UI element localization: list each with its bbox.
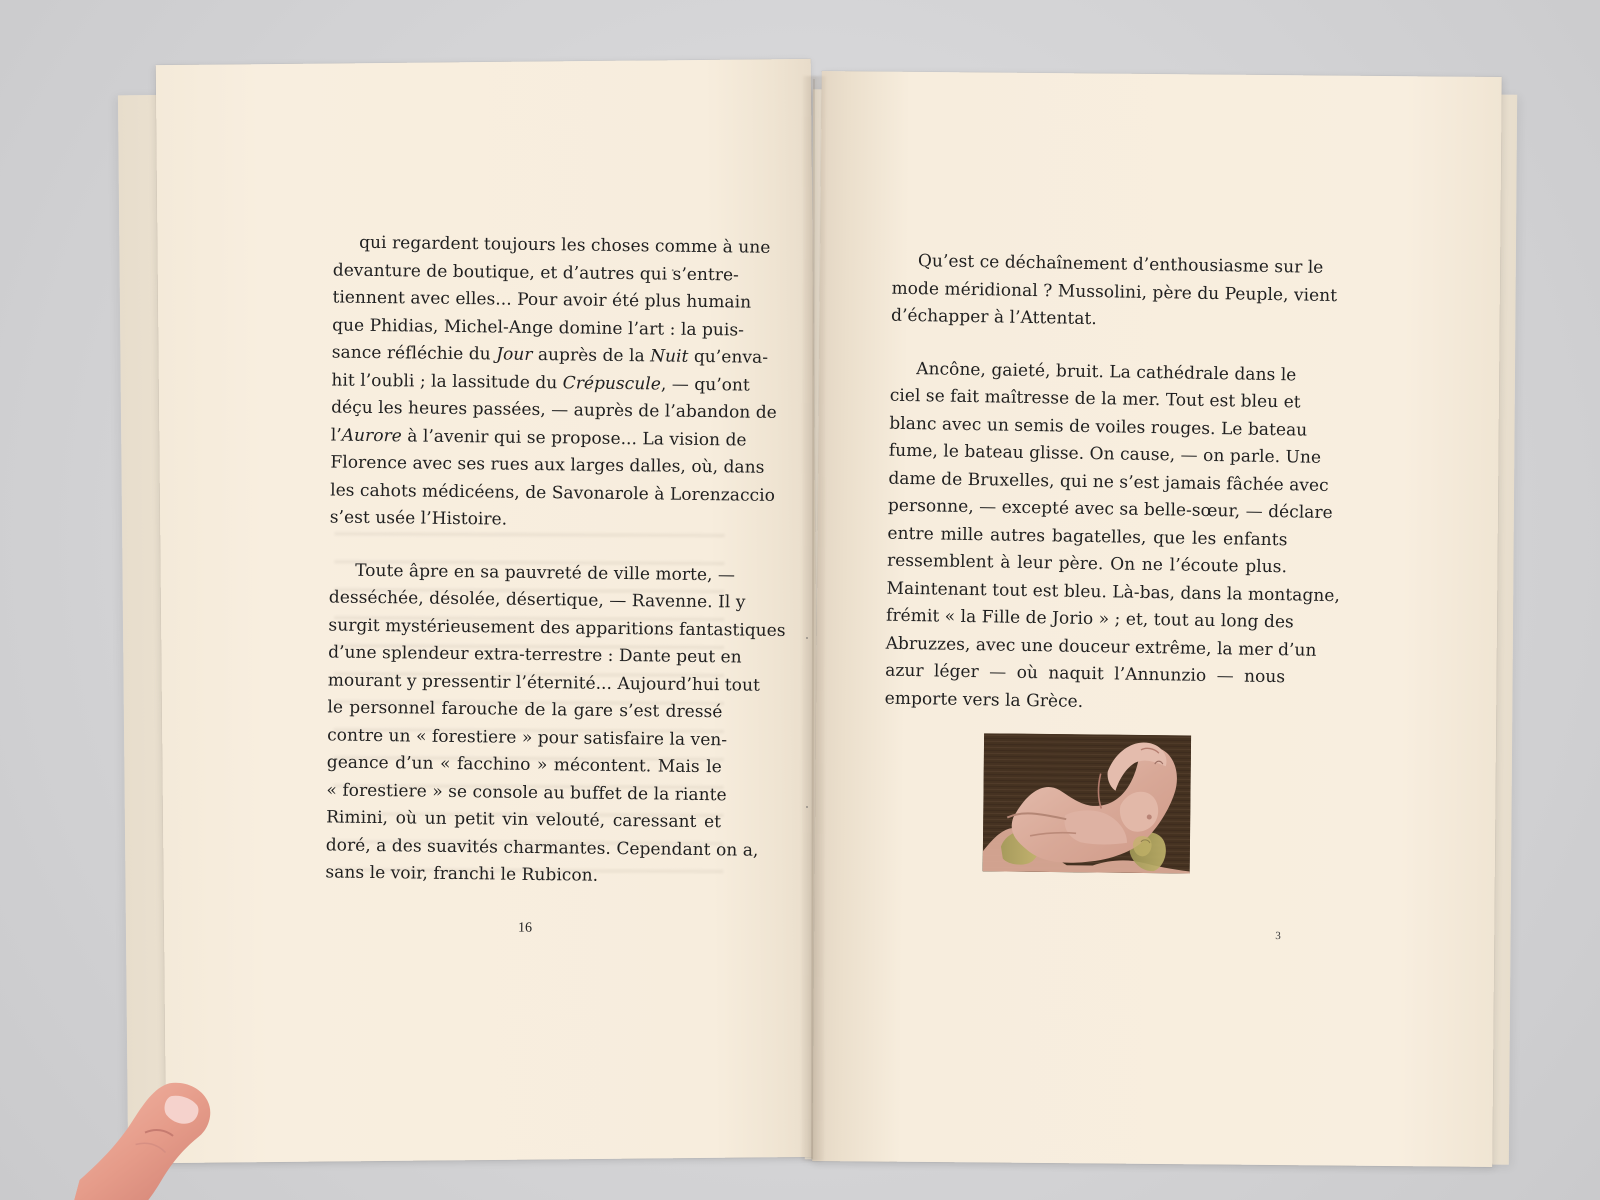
text-segment: mode méridional ? Mussolini, père du Peuple, vient (891, 278, 1338, 306)
text-segment: qui regardent toujours les choses comme à une (359, 232, 771, 258)
text-segment: entre mille autres bagatelles, que les enfants (887, 523, 1288, 550)
paper-speck (806, 637, 808, 639)
text-segment: qu’enva- (688, 346, 769, 368)
text-segment: Maintenant tout est bleu. Là-bas, dans la montagne, (886, 578, 1341, 606)
left-page-text (325, 229, 786, 891)
text-segment: mourant y pressentir l’éternité... Aujourd’hui tout (327, 669, 761, 696)
text-line (331, 339, 769, 371)
paragraph (329, 229, 777, 536)
text-segment: sans le voir, franchi le Rubicon. (325, 862, 599, 886)
text-segment: contre un « forestiere » pour satisfaire la ven- (327, 724, 728, 750)
text-line (331, 394, 777, 426)
left-page (156, 59, 822, 1163)
text-segment: l’ (330, 424, 342, 446)
text-segment: d’une splendeur extra-terrestre : Dante peut en (328, 642, 742, 668)
text-segment: Ancône, gaieté, bruit. La cathédrale dans le (916, 358, 1297, 385)
text-segment: Rimini, où un petit vin velouté, caressant et (326, 807, 722, 833)
reclining-figure-icon (983, 733, 1191, 873)
paragraph (325, 557, 786, 892)
left-page-number: 16 (517, 920, 533, 936)
text-line (328, 639, 742, 671)
text-segment: d’échapper à l’Attentat. (890, 305, 1097, 330)
text-segment: déçu les heures passées, — auprès de l’abandon de (331, 397, 777, 423)
text-segment: blanc avec un semis de voiles rouges. Le bateau (889, 413, 1308, 441)
text-segment: s’est usée l’Histoire. (329, 507, 508, 530)
text-segment: sance réfléchie du (331, 342, 497, 365)
text-segment: fume, le bateau glisse. On cause, — on parle. Une (888, 440, 1322, 468)
text-line (330, 449, 765, 481)
text-segment: Abruzzes, avec une douceur extrême, la mer d’un (885, 633, 1317, 661)
text-line (325, 859, 720, 891)
text-segment: geance d’un « facchino » mécontent. Mais le (326, 752, 722, 778)
text-segment: frémit « la Fille de Jorio » ; et, tout au long des (885, 605, 1294, 633)
text-segment: azur léger — où naquit l’Annunzio — nous (885, 660, 1286, 688)
text-line (328, 584, 746, 616)
text-segment: les cahots médicéens, de Savonarole à Lorenzaccio (330, 479, 776, 506)
text-segment: ressemblent à leur père. On ne l’écoute plus. (886, 550, 1288, 578)
text-segment: auprès de la (532, 344, 651, 367)
text-segment: hit l’oubli ; la lassitude du (331, 369, 563, 393)
text-segment: doré, a des suavités charmantes. Cependant on a, (325, 834, 759, 861)
text-segment: à l’avenir qui se propose... La vision de (401, 425, 747, 451)
paper-speck (806, 806, 808, 808)
text-segment: Toute âpre en sa pauvreté de ville morte, — (355, 560, 736, 585)
right-page-text (884, 248, 1341, 720)
text-segment: surgit mystérieusement des apparitions fantastiques (328, 614, 786, 641)
text-segment: « forestiere » se console au buffet de la riante (326, 779, 727, 805)
text-segment: emporte vers la Grèce. (884, 688, 1084, 712)
text-segment: dame de Bruxelles, qui ne s’est jamais fâchée avec (888, 468, 1329, 496)
text-segment: Qu’est ce déchaînement d’enthousiasme sur le (917, 251, 1324, 278)
text-segment: ciel se fait maîtresse de la mer. Tout est bleu et (889, 385, 1301, 413)
italic-text-segment: Crépuscule (562, 372, 662, 394)
italic-text-segment: Nuit (650, 346, 689, 367)
text-segment: devanture de boutique, et d’autres qui s’entre- (332, 259, 740, 285)
text-segment: tiennent avec elles... Pour avoir été plus humain (332, 287, 752, 313)
paragraph (890, 248, 1338, 337)
text-line (332, 284, 752, 316)
text-line (326, 804, 721, 836)
text-line (333, 229, 771, 261)
italic-text-segment: Aurore (341, 425, 402, 446)
text-segment: que Phidias, Michel-Ange domine l’art : la puis- (332, 314, 745, 340)
text-segment: personne, — excepté avec sa belle-sœur, — déclare (887, 495, 1333, 524)
text-segment: , — qu’ont (660, 373, 751, 396)
text-segment: desséchée, désolée, désertique, — Ravenne. Il y (328, 587, 746, 613)
italic-text-segment: Jour (496, 344, 533, 365)
text-segment: le personnel farouche de la gare s’est dressé (327, 697, 723, 723)
text-segment: Florence avec ses rues aux larges dalles, où, dans (330, 452, 765, 478)
right-page-number: 3 (1275, 930, 1281, 943)
text-line (327, 749, 722, 781)
right-page (812, 71, 1501, 1167)
text-line (330, 504, 725, 536)
paragraph (884, 355, 1341, 719)
text-line (327, 694, 722, 726)
